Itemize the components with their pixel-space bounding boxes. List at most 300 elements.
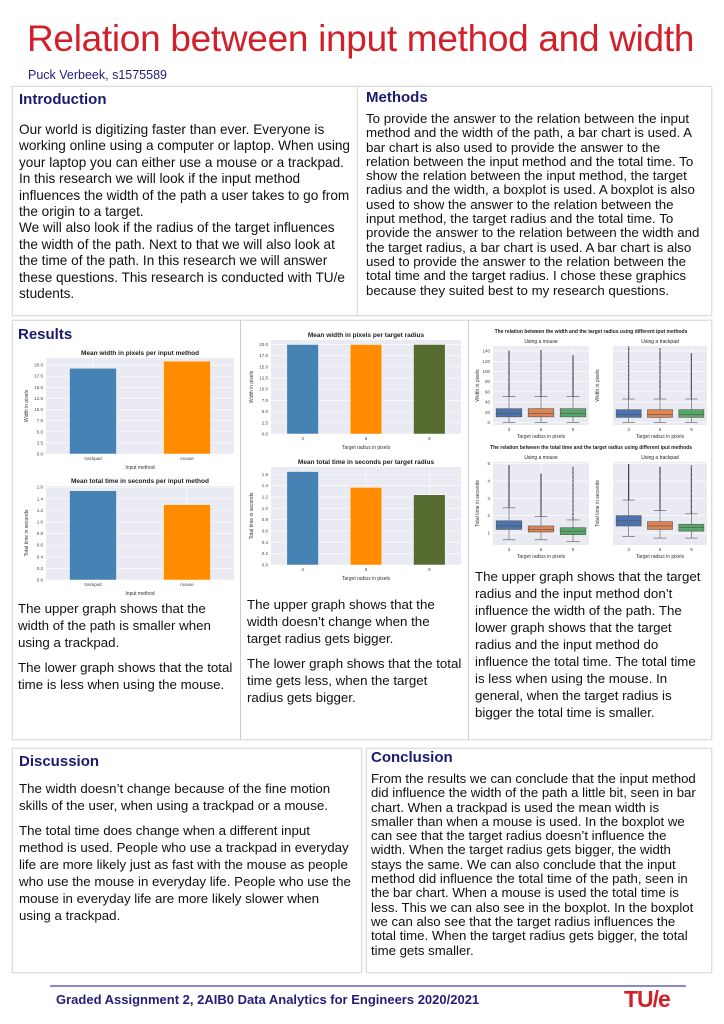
outlier-point (691, 381, 692, 382)
outlier-point (659, 507, 660, 508)
results-text: The upper graph shows that the target radius and the input method don’t influence the width of the path. The lower graph shows that the target radius and the input method do influence the total time. The total time is less when using the mouse. In general, when the target radius is bigger the total time is smaller. (475, 569, 701, 720)
outlier-point (508, 390, 509, 391)
outlier-point (659, 352, 660, 353)
x-tick-label: 3 (507, 427, 511, 432)
outlier-point (691, 389, 692, 390)
outlier-point (540, 501, 541, 502)
x-tick-label: trackpad (84, 456, 102, 461)
outlier-point (691, 371, 692, 372)
outlier-point (540, 506, 541, 507)
outlier-point (508, 498, 509, 499)
outlier-point (691, 386, 692, 387)
box (616, 410, 641, 418)
discussion-paragraph: The width doesn’t change because of the fine motion skills of the user, when using a trackpad or a mouse. (19, 781, 331, 813)
outlier-point (628, 392, 629, 393)
outlier-point (508, 371, 509, 372)
outlier-point (659, 364, 660, 365)
chart-title: Mean total time in seconds per input method (71, 478, 209, 485)
outlier-point (540, 499, 541, 500)
outlier-point (572, 498, 573, 499)
x-tick-label: mouse (180, 456, 194, 461)
outlier-point (691, 506, 692, 507)
bar-chart-time-input-method (20, 474, 238, 598)
outlier-point (691, 497, 692, 498)
y-tick-label: 2.5 (261, 420, 268, 426)
discussion-section (12, 748, 362, 973)
x-tick-label: 6 (539, 547, 543, 552)
outlier-point (572, 482, 573, 483)
outlier-point (508, 483, 509, 484)
outlier-point (691, 379, 692, 380)
outlier-point (508, 391, 509, 392)
outlier-point (691, 393, 692, 394)
outlier-point (572, 511, 573, 512)
outlier-point (540, 386, 541, 387)
outlier-point (572, 500, 573, 501)
outlier-point (508, 486, 509, 487)
y-tick-label: 140 (482, 348, 490, 354)
outlier-point (540, 376, 541, 377)
outlier-point (628, 367, 629, 368)
outlier-point (691, 501, 692, 502)
x-tick-label: 6 (539, 427, 543, 432)
x-tick-label: 3 (301, 436, 304, 441)
tue-logo: TU/e (624, 986, 670, 1012)
outlier-point (691, 474, 692, 475)
chart-title: Using a mouse (524, 455, 558, 461)
outlier-point (659, 359, 660, 360)
outlier-point (540, 390, 541, 391)
box (647, 410, 672, 418)
outlier-point (628, 362, 629, 363)
y-tick-label: 1.6 (36, 484, 43, 490)
outlier-point (572, 492, 573, 493)
outlier-point (659, 362, 660, 363)
outlier-point (508, 504, 509, 505)
outlier-point (572, 514, 573, 515)
outlier-point (508, 395, 509, 396)
outlier-point (508, 502, 509, 503)
bar (350, 487, 382, 565)
outlier-point (572, 480, 573, 481)
outlier-point (508, 366, 509, 367)
outlier-point (659, 488, 660, 489)
outlier-point (659, 485, 660, 486)
outlier-point (659, 469, 660, 470)
outlier-point (691, 494, 692, 495)
outlier-point (572, 510, 573, 511)
outlier-point (628, 388, 629, 389)
outlier-point (540, 488, 541, 489)
y-tick-label: 0.4 (261, 539, 268, 545)
outlier-point (540, 378, 541, 379)
boxplot-time-mouse (473, 453, 593, 561)
outlier-point (572, 507, 573, 508)
outlier-point (540, 493, 541, 494)
outlier-point (659, 367, 660, 368)
y-tick-label: 0.0 (261, 431, 268, 437)
outlier-point (508, 378, 509, 379)
outlier-point (659, 496, 660, 497)
outlier-point (540, 477, 541, 478)
outlier-point (508, 369, 509, 370)
outlier-point (508, 481, 509, 482)
x-tick-label: 3 (301, 567, 304, 572)
outlier-point (691, 470, 692, 471)
outlier-point (540, 382, 541, 383)
outlier-point (659, 467, 660, 468)
outlier-point (691, 365, 692, 366)
outlier-point (540, 381, 541, 382)
outlier-point (508, 487, 509, 488)
outlier-point (691, 362, 692, 363)
outlier-point (540, 395, 541, 396)
outlier-point (540, 512, 541, 513)
outlier-point (691, 505, 692, 506)
outlier-point (659, 476, 660, 477)
outlier-point (540, 394, 541, 395)
bar (414, 495, 446, 565)
outlier-point (572, 504, 573, 505)
outlier-point (540, 514, 541, 515)
x-tick-label: 9 (690, 547, 693, 552)
x-tick-label: 9 (571, 547, 575, 552)
outlier-point (691, 396, 692, 397)
outlier-point (540, 495, 541, 496)
results-column-2 (240, 320, 468, 740)
outlier-point (691, 372, 692, 373)
outlier-point (540, 500, 541, 501)
outlier-point (540, 387, 541, 388)
outlier-point (508, 495, 509, 496)
outlier-point (691, 375, 692, 376)
y-axis-label: Total time in seconds (595, 480, 601, 527)
outlier-point (508, 468, 509, 469)
chart-title: Mean width in pixels per input method (80, 350, 200, 357)
y-axis-label: Total time in seconds (249, 492, 255, 540)
boxplot-time-suptitle (469, 442, 713, 452)
outlier-point (628, 383, 629, 384)
outlier-point (572, 476, 573, 477)
outlier-point (572, 501, 573, 502)
outlier-point (540, 484, 541, 485)
outlier-point (540, 353, 541, 354)
outlier-point (659, 505, 660, 506)
outlier-point (508, 479, 509, 480)
outlier-point (508, 381, 509, 382)
bar (70, 491, 117, 580)
y-tick-label: 10.0 (34, 407, 43, 413)
outlier-point (508, 358, 509, 359)
outlier-point (628, 352, 629, 353)
outlier-point (628, 374, 629, 375)
outlier-point (540, 486, 541, 487)
x-tick-label: trackpad (84, 582, 102, 587)
conclusion-text: From the results we can conclude that the input method did influence the width of the path a little bit, seen in bar chart. When a trackpad is used the mean width is smaller than when a mouse is used. In the boxplot we can see that the target radius doesn’t influence the width. When the target radius gets bigger, the width stays the same. We can also conclude that the input method did influence the total time of the path, seen in the bar chart. When a mouse is used the total time is less. This we can also see in the boxplot. In the boxplot we can also see that the target radius influences the total time. When the target radius gets bigger, the total time gets smaller. (371, 771, 696, 958)
outlier-point (540, 476, 541, 477)
box (528, 526, 554, 532)
outlier-point (628, 391, 629, 392)
poster-title: Relation between input method and width (27, 18, 695, 59)
outlier-point (691, 496, 692, 497)
outlier-point (691, 482, 692, 483)
outlier-point (628, 365, 629, 366)
outlier-point (572, 505, 573, 506)
box (496, 409, 522, 417)
bar (70, 368, 117, 454)
x-axis-label: Input method (125, 465, 155, 471)
x-tick-label: 3 (627, 547, 630, 552)
chart-title: Using a trackpad (641, 455, 679, 461)
outlier-point (540, 361, 541, 362)
outlier-point (540, 368, 541, 369)
outlier-point (540, 352, 541, 353)
intro-paragraph: We will also look if the radius of the target influences the width of the path. Next to that we will also look at the time of the path. In this research we will answer these questions. This research is conducted with TU/e students. (19, 220, 345, 302)
bar (164, 505, 211, 580)
outlier-point (659, 470, 660, 471)
outlier-point (659, 484, 660, 485)
outlier-point (659, 383, 660, 384)
outlier-point (508, 466, 509, 467)
outlier-point (508, 489, 509, 490)
outlier-point (691, 479, 692, 480)
y-axis-label: Width in pixels (595, 369, 601, 402)
outlier-point (540, 479, 541, 480)
outlier-point (659, 386, 660, 387)
boxplot-width-mouse (473, 337, 593, 441)
y-tick-label: 60 (484, 389, 490, 395)
outlier-point (691, 367, 692, 368)
outlier-point (572, 515, 573, 516)
outlier-point (628, 378, 629, 379)
x-tick-label: 6 (658, 547, 662, 552)
box (496, 521, 522, 530)
outlier-point (508, 496, 509, 497)
outlier-point (540, 357, 541, 358)
outlier-point (508, 355, 509, 356)
outlier-point (508, 490, 509, 491)
outlier-point (572, 481, 573, 482)
outlier-point (691, 481, 692, 482)
outlier-point (572, 496, 573, 497)
outlier-point (508, 472, 509, 473)
outlier-point (508, 386, 509, 387)
outlier-point (659, 358, 660, 359)
outlier-point (691, 473, 692, 474)
x-tick-label: 6 (364, 567, 368, 572)
y-axis-label: Width in pixels (249, 370, 255, 404)
outlier-point (540, 358, 541, 359)
y-tick-label: 1 (487, 530, 490, 536)
outlier-point (659, 366, 660, 367)
outlier-point (508, 503, 509, 504)
outlier-point (659, 501, 660, 502)
results-column-1 (12, 320, 240, 740)
bar-chart-time-target-radius (245, 455, 465, 583)
outlier-point (628, 385, 629, 386)
outlier-point (540, 483, 541, 484)
methods-heading: Methods (366, 89, 428, 106)
outlier-point (659, 508, 660, 509)
outlier-point (540, 515, 541, 516)
outlier-point (659, 502, 660, 503)
outlier-point (659, 393, 660, 394)
results-text: The lower graph shows that the total time is less when using the mouse. (18, 660, 233, 692)
outlier-point (691, 369, 692, 370)
outlier-point (659, 482, 660, 483)
outlier-point (572, 484, 573, 485)
x-tick-label: 6 (658, 427, 662, 432)
discussion-paragraph: The total time does change when a different input method is used. People who use a trackpad in everyday life are more likely just as fast with the mouse as people who use the mouse in everyday life. People who use the mouse in everyday life are more likely slower when using a trackpad. (19, 823, 351, 923)
y-tick-label: 0 (487, 419, 490, 425)
outlier-point (691, 384, 692, 385)
outlier-point (508, 354, 509, 355)
outlier-point (659, 392, 660, 393)
outlier-point (659, 487, 660, 488)
chart-title: Using a mouse (524, 339, 558, 345)
discussion-heading: Discussion (19, 753, 100, 770)
outlier-point (659, 495, 660, 496)
outlier-point (691, 480, 692, 481)
outlier-point (508, 368, 509, 369)
y-tick-label: 12.5 (34, 395, 43, 401)
y-tick-label: 5.0 (261, 409, 268, 415)
y-tick-label: 2 (487, 513, 490, 519)
outlier-point (508, 488, 509, 489)
outlier-point (572, 513, 573, 514)
outlier-point (659, 493, 660, 494)
outlier-point (540, 363, 541, 364)
y-tick-label: 0.8 (36, 531, 43, 537)
conclusion-heading: Conclusion (371, 749, 453, 766)
outlier-point (508, 389, 509, 390)
y-tick-label: 1.4 (36, 496, 43, 502)
y-axis-label: Width in pixels (24, 389, 30, 423)
outlier-point (659, 472, 660, 473)
y-tick-label: 17.5 (259, 353, 268, 359)
outlier-point (628, 366, 629, 367)
x-tick-label: 3 (627, 427, 630, 432)
outlier-point (691, 397, 692, 398)
outlier-point (628, 361, 629, 362)
outlier-point (540, 508, 541, 509)
bar (287, 344, 319, 434)
outlier-point (572, 488, 573, 489)
outlier-point (628, 395, 629, 396)
outlier-point (572, 468, 573, 469)
outlier-point (508, 493, 509, 494)
outlier-point (508, 363, 509, 364)
outlier-point (540, 356, 541, 357)
outlier-point (659, 489, 660, 490)
outlier-point (691, 491, 692, 492)
y-tick-label: 0.6 (36, 542, 43, 548)
outlier-point (572, 471, 573, 472)
outlier-point (659, 480, 660, 481)
outlier-point (659, 388, 660, 389)
outlier-point (628, 384, 629, 385)
bar (164, 361, 211, 454)
y-tick-label: 120 (482, 358, 490, 364)
outlier-point (508, 475, 509, 476)
outlier-point (659, 397, 660, 398)
outlier-point (691, 395, 692, 396)
outlier-point (540, 389, 541, 390)
x-axis-label: Target radius in pixels (341, 445, 391, 451)
outlier-point (691, 495, 692, 496)
outlier-point (540, 360, 541, 361)
outlier-point (508, 394, 509, 395)
outlier-point (628, 357, 629, 358)
outlier-point (508, 491, 509, 492)
outlier-point (659, 491, 660, 492)
outlier-point (691, 388, 692, 389)
outlier-point (659, 483, 660, 484)
outlier-point (659, 474, 660, 475)
outlier-point (540, 475, 541, 476)
outlier-point (659, 382, 660, 383)
outlier-point (659, 354, 660, 355)
outlier-point (691, 508, 692, 509)
y-axis-label: Total time in seconds (475, 480, 481, 527)
results-heading: Results (18, 326, 73, 343)
outlier-point (691, 374, 692, 375)
outlier-point (508, 377, 509, 378)
outlier-point (691, 364, 692, 365)
outlier-point (659, 500, 660, 501)
outlier-point (540, 379, 541, 380)
outlier-point (691, 378, 692, 379)
outlier-point (508, 379, 509, 380)
x-axis-label: Target radius in pixels (516, 554, 566, 560)
x-axis-label: Target radius in pixels (635, 434, 685, 440)
outlier-point (691, 391, 692, 392)
boxplot-title: The relation between the width and the target radius using different iput methods (494, 329, 688, 335)
outlier-point (659, 374, 660, 375)
outlier-point (659, 361, 660, 362)
box (560, 409, 586, 417)
outlier-point (691, 359, 692, 360)
outlier-point (691, 489, 692, 490)
y-tick-label: 7.5 (36, 418, 43, 424)
y-tick-label: 20 (484, 409, 490, 415)
y-tick-label: 2.5 (36, 440, 43, 446)
outlier-point (572, 490, 573, 491)
y-tick-label: 12.5 (259, 375, 268, 381)
outlier-point (659, 390, 660, 391)
outlier-point (508, 467, 509, 468)
boxplot-title: The relation between the total time and the target radius using different iput methods (490, 445, 692, 451)
outlier-point (540, 481, 541, 482)
outlier-point (659, 373, 660, 374)
outlier-point (691, 390, 692, 391)
outlier-point (659, 481, 660, 482)
outlier-point (540, 372, 541, 373)
author: Puck Verbeek, s1575589 (28, 68, 167, 82)
outlier-point (508, 356, 509, 357)
outlier-point (508, 492, 509, 493)
outlier-point (628, 393, 629, 394)
outlier-point (691, 466, 692, 467)
outlier-point (659, 499, 660, 500)
outlier-point (659, 477, 660, 478)
outlier-point (691, 373, 692, 374)
outlier-point (691, 490, 692, 491)
outlier-point (691, 511, 692, 512)
y-tick-label: 0.0 (36, 577, 43, 583)
outlier-point (628, 376, 629, 377)
outlier-point (508, 499, 509, 500)
